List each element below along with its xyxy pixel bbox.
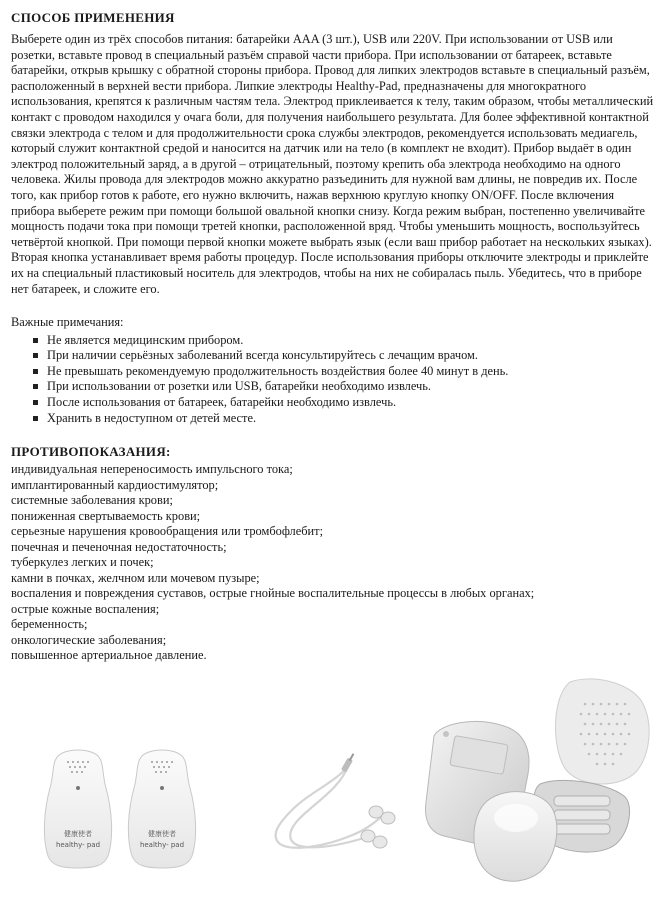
note-item: Не превышать рекомендуемую продолжительность воздействия более 40 минут в день. xyxy=(33,364,657,380)
usage-paragraph: Выберете один из трёх способов питания: батарейки AAA (3 шт.), USB или 220V. При использовании от USB или розетки, вставьте провод в специальный разъём справой части прибора. При использовании от батареек, вставьте батарейки, открыв крышку с обратной стороны прибора. Провод для липких электродов вставьте в специальный разъём, расположенный в верхней вести прибора. Липкие электроды Healthy-Pad, предназначены для многократного использования, крепятся к различным частям тела. Электрод приклеивается к телу, таким образом, чтобы металлический контакт с проводом находился у очага боли, для получения наибольшего результата. Для более эффективной контактной связки электрода с телом и для продолжительности срока службы электродов, рекомендуется использовать медиагель, который служит контактной средой и наносится на датчик или на тело (в комплект не входит). Прибор выдаёт в один электрод положительный заряд, а в другой – отрицательный, поэтому крепить оба электрода необходимо на одного человека. Жилы провода для электродов можно аккуратно разъединить для нужной вам длины, не повредив их. После того, как прибор готов к работе, его нужно включить, нажав верхнюю круглую кнопку ON/OFF. После включения прибора выберете режим при помощи большой овальной кнопки снизу. Когда режим выбран, постепенно увеличивайте мощность подачи тока при помощи третей кнопки, расположенной вряд. Чтобы уменьшить мощность, воспользуйтесь четвёртой кнопкой. При помощи первой кнопки можете выбрать язык (если ваш прибор работает на нескольких языках). Вторая кнопка устанавливает время работы процедур. После использования приборы отключите электроды и приклейте их на специальный пластиковый носитель для электродов, чтобы на них не собиралась пыль. Убедитесь, что в приборе нет батареек, и сложите его. xyxy=(11,32,654,296)
electrode-wire-image xyxy=(240,752,400,862)
wire-plug xyxy=(341,753,354,772)
contraindication-item: воспаления и повреждения суставов, острые гнойные воспалительные процессы в любых органах; xyxy=(11,586,535,601)
pad-cn-label: 健康使者 xyxy=(64,830,92,838)
pad-cn-label: 健康使者 xyxy=(148,830,176,838)
contraindications-list xyxy=(11,462,657,664)
contraindication-item: системные заболевания крови; xyxy=(11,493,173,508)
notes-title: Важные примечания: xyxy=(11,315,124,330)
contraindication-item: острые кожные воспаления; xyxy=(11,601,160,616)
electrode-pad-left xyxy=(44,750,111,868)
contraindication-item: индивидуальная непереносимость импульсного тока; xyxy=(11,462,293,477)
contraindication-item: камни в почках, желчном или мочевом пузыре; xyxy=(11,570,260,585)
note-item: При использовании от розетки или USB, батарейки необходимо извлечь. xyxy=(33,379,657,395)
massager-device-image xyxy=(420,676,660,892)
contraindication-item: туберкулез легких и почек; xyxy=(11,555,154,570)
text-content xyxy=(11,8,657,664)
usage-title: СПОСОБ ПРИМЕНЕНИЯ xyxy=(11,10,175,25)
contraindication-item: повышенное артериальное давление. xyxy=(11,648,207,663)
electrode-pads-image xyxy=(28,748,210,870)
contraindication-item: почечная и печеночная недостаточность; xyxy=(11,539,227,554)
note-item: После использования от батареек, батарейки необходимо извлечь. xyxy=(33,395,657,411)
note-item: Не является медицинским прибором. xyxy=(33,333,657,349)
note-item: При наличии серьёзных заболеваний всегда консультируйтесь с лечащим врачом. xyxy=(33,348,657,364)
contraindication-item: имплантированный кардиостимулятор; xyxy=(11,477,219,492)
electrode-pad-right xyxy=(128,750,195,868)
pad-holder xyxy=(556,679,650,784)
note-item: Хранить в недоступном от детей месте. xyxy=(33,411,657,427)
contraindication-item: серьезные нарушения кровообращения или тромбофлебит; xyxy=(11,524,324,539)
pad-brand-label: healthy- pad xyxy=(139,841,185,849)
contraindication-item: пониженная свертываемость крови; xyxy=(11,508,201,523)
contraindications-title: ПРОТИВОПОКАЗАНИЯ: xyxy=(11,444,171,460)
battery-lid xyxy=(474,792,557,882)
pad-brand-label: healthy- pad xyxy=(55,841,101,849)
notes-list xyxy=(11,333,657,427)
contraindication-item: онкологические заболевания; xyxy=(11,632,167,647)
contraindication-item: беременность; xyxy=(11,617,88,632)
